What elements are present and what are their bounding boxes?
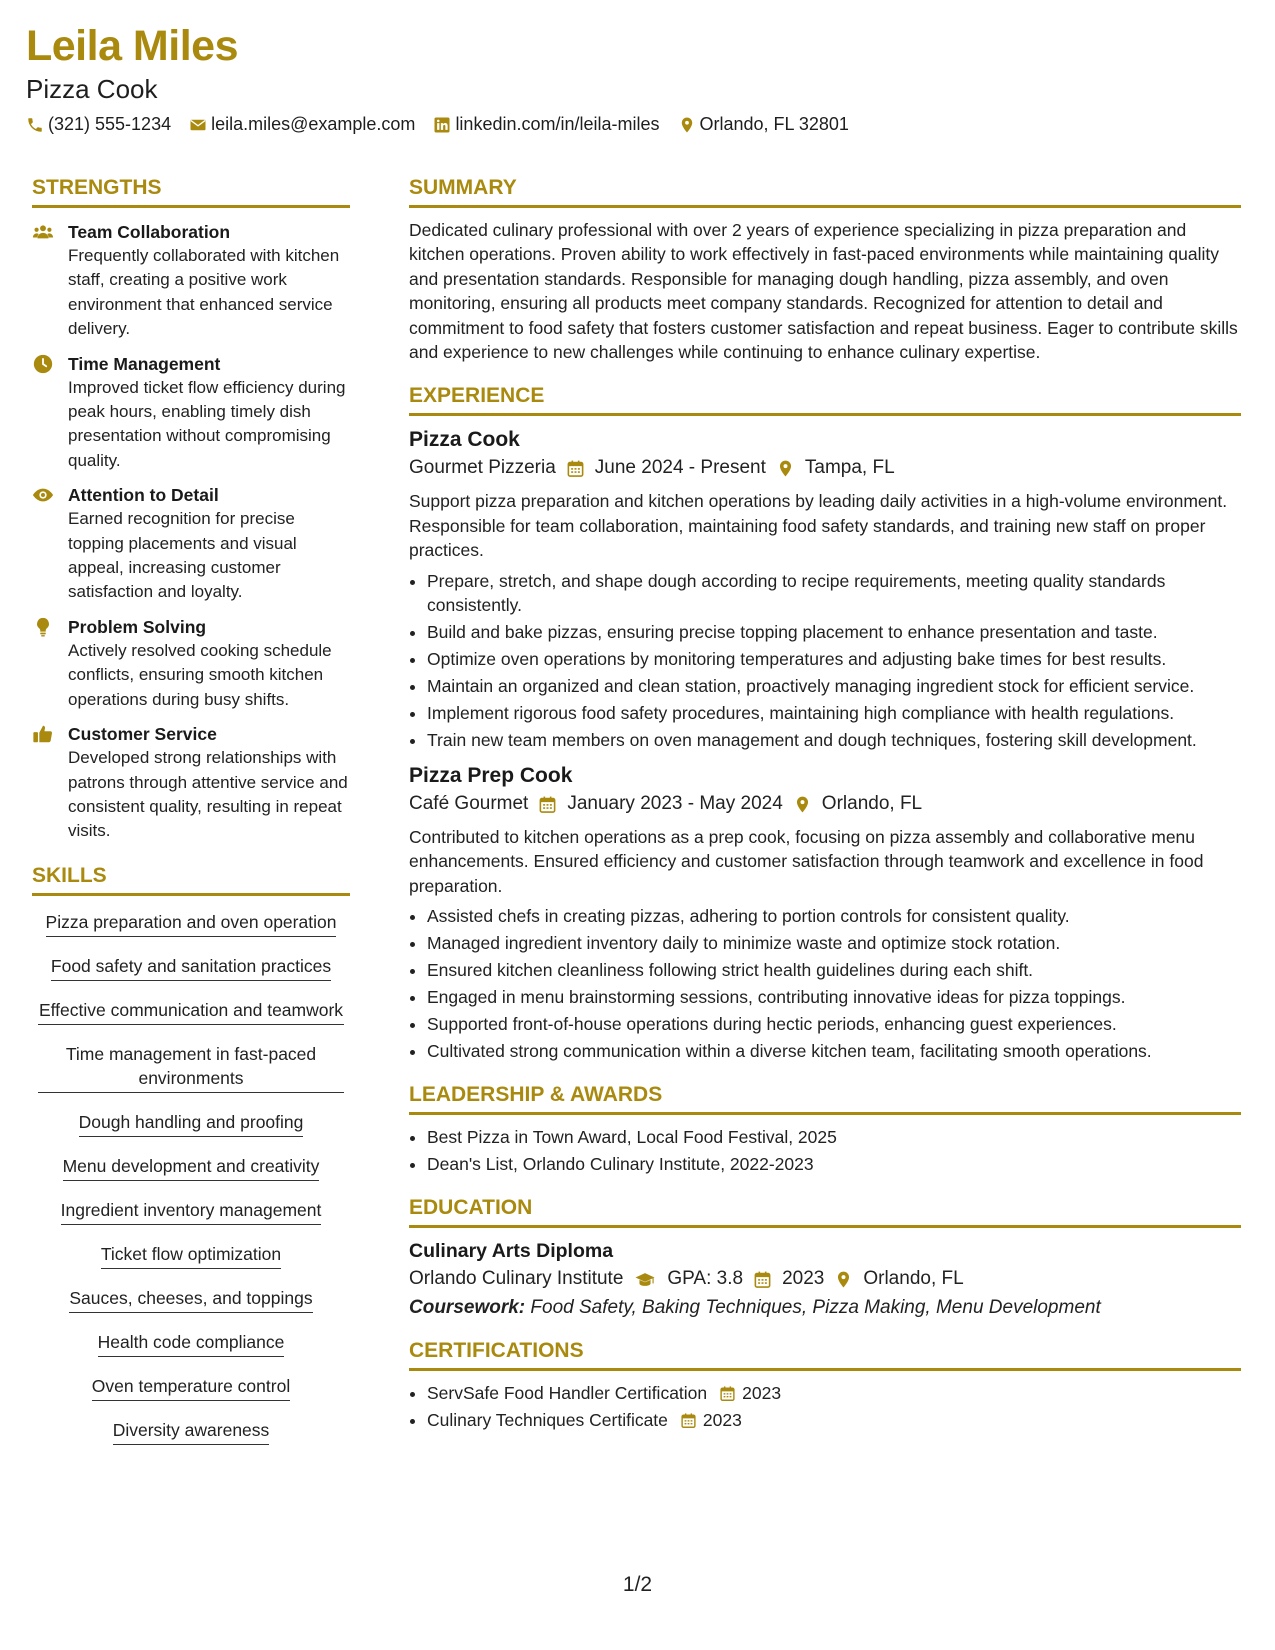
bullet-item: • Ensured kitchen cleanliness following strict health guidelines during each shift. [427, 958, 1241, 982]
award-item: • Dean's List, Orlando Culinary Institute, 2022-2023 [427, 1152, 1241, 1176]
coursework [409, 1297, 1241, 1319]
map-pin-icon [834, 1270, 853, 1289]
certifications-list [409, 1381, 1241, 1432]
job-dates: June 2024 - Present [594, 457, 766, 479]
summary-text: Dedicated culinary professional with over 2 years of experience specializing in pizza preparation and kitchen operations. Proven ability to work effectively in fast-paced environments while maintaining quality and presentation standards. Responsible for managing dough handling, pizza assembly, and oven monitoring, ensuring all products meet company standards. Recognized for attention to detail and commitment to food safety that fosters customer satisfaction and repeat business. Eager to contribute skills and experience to new challenges while continuing to enhance culinary expertise. [409, 220, 1238, 363]
experience-section [409, 384, 1241, 1063]
lightbulb-icon [32, 616, 54, 638]
strength-item [32, 352, 350, 474]
bullet-item: • Engaged in menu brainstorming sessions, contributing innovative ideas for pizza toppings. [427, 985, 1241, 1009]
skill-item: Effective communication and teamwork [38, 998, 344, 1025]
map-pin-icon [776, 459, 795, 478]
strength-title: Customer Service [68, 724, 217, 745]
certification-year: 2023 [742, 1383, 782, 1404]
strength-desc: Actively resolved cooking schedule conflicts, ensuring smooth kitchen operations during busy shifts. [68, 640, 332, 709]
skills-heading: SKILLS [32, 864, 350, 896]
strength-title: Problem Solving [68, 616, 207, 637]
contact-linkedin[interactable] [433, 114, 659, 135]
strength-title: Time Management [68, 353, 221, 374]
job-description: Contributed to kitchen operations as a prep cook, focusing on pizza assembly and collaborative menu enhancements. Ensured efficiency and customer satisfaction through teamwork and excellence in food preparation. [409, 827, 1204, 896]
contact-bar [26, 114, 849, 135]
skills-section [32, 864, 350, 1462]
left-column [32, 176, 350, 1462]
certification-year: 2023 [702, 1410, 742, 1431]
eye-icon [32, 484, 54, 506]
calendar-icon [566, 459, 585, 478]
job-meta [409, 457, 1241, 479]
job-bullets [409, 569, 1241, 752]
email-text: leila.miles@example.com [211, 114, 416, 134]
skill-item: Menu development and creativity [63, 1154, 320, 1181]
strengths-heading: STRENGTHS [32, 176, 350, 208]
linkedin-icon [433, 116, 451, 134]
bullet-item: • Prepare, stretch, and shape dough according to recipe requirements, meeting quality standards consistently. [427, 569, 1241, 618]
envelope-icon [189, 116, 207, 134]
graduation-cap-icon [633, 1270, 657, 1289]
coursework-label: Coursework: [409, 1297, 526, 1319]
strength-title: Team Collaboration [68, 222, 231, 242]
certifications-heading: CERTIFICATIONS [409, 1339, 1241, 1371]
job-location: Tampa, FL [804, 457, 895, 479]
skill-item: Ingredient inventory management [61, 1198, 322, 1225]
bullet-item: • Optimize oven operations by monitoring temperatures and adjusting bake times for best results. [427, 647, 1241, 671]
school-name: Orlando Culinary Institute [409, 1268, 624, 1290]
skill-item: Health code compliance [98, 1330, 285, 1357]
strength-title: Attention to Detail [68, 485, 219, 506]
bullet-item: • Managed ingredient inventory daily to minimize waste and optimize stock rotation. [427, 931, 1241, 955]
bullet-item: • Assisted chefs in creating pizzas, adhering to portion controls for consistent quality. [427, 904, 1241, 928]
strength-desc: Developed strong relationships with patrons through attentive service and consistent quality, resulting in repeat visits. [68, 748, 348, 841]
strength-desc: Frequently collaborated with kitchen staff, creating a positive work environment that enhanced service delivery. [68, 246, 340, 339]
contact-phone[interactable] [26, 114, 171, 135]
location-text: Orlando, FL 32801 [699, 114, 849, 134]
phone-icon [26, 116, 44, 134]
bullet-item: • Maintain an organized and clean station, proactively managing ingredient stock for efficient service. [427, 674, 1241, 698]
clock-icon [32, 353, 54, 375]
right-column [409, 176, 1241, 1435]
bullet-item: • Supported front-of-house operations during hectic periods, enhancing guest experiences. [427, 1012, 1241, 1036]
calendar-icon [719, 1385, 736, 1402]
strength-desc: Earned recognition for precise topping placements and visual appeal, increasing customer satisfaction and loyalty. [68, 509, 297, 602]
degree-title: Culinary Arts Diploma [409, 1240, 614, 1263]
experience-heading: EXPERIENCE [409, 384, 1241, 416]
bullet-item: • Train new team members on oven management and dough techniques, fostering skill development. [427, 728, 1241, 752]
education-meta [409, 1268, 1241, 1290]
certification-item [427, 1381, 1241, 1405]
leadership-section [409, 1083, 1241, 1176]
skill-item: Dough handling and proofing [79, 1110, 304, 1137]
job-company: Café Gourmet [409, 793, 529, 814]
bullet-item: • Cultivated strong communication within a diverse kitchen team, facilitating smooth operations. [427, 1039, 1241, 1063]
strength-item [32, 220, 350, 342]
job-entry [409, 428, 1241, 752]
coursework-list: Food Safety, Baking Techniques, Pizza Making, Menu Development [530, 1297, 1101, 1319]
job-location: Orlando, FL [821, 793, 923, 814]
map-pin-icon [793, 795, 812, 814]
skill-item: Food safety and sanitation practices [51, 954, 331, 981]
users-icon [32, 221, 54, 243]
school-location: Orlando, FL [863, 1268, 964, 1290]
linkedin-text: linkedin.com/in/leila-miles [455, 114, 660, 134]
summary-heading: SUMMARY [409, 176, 1241, 208]
certification-name: • Culinary Techniques Certificate [427, 1410, 668, 1431]
job-meta [409, 793, 1241, 815]
skills-list [32, 910, 350, 1462]
contact-email[interactable] [189, 114, 415, 135]
page-number: 1/2 [622, 1573, 653, 1596]
candidate-name: Leila Miles [26, 22, 238, 70]
certification-item [427, 1408, 1241, 1432]
strength-item [32, 483, 350, 605]
certifications-section [409, 1339, 1241, 1432]
bullet-item: • Implement rigorous food safety procedures, maintaining high compliance with health regulations. [427, 701, 1241, 725]
strength-item [32, 722, 350, 844]
skill-item: Oven temperature control [92, 1374, 290, 1401]
map-pin-icon [678, 116, 696, 134]
job-dates: January 2023 - May 2024 [567, 793, 783, 814]
gpa-text: GPA: 3.8 [667, 1268, 744, 1290]
strength-desc: Improved ticket flow efficiency during peak hours, enabling timely dish presentation without compromising quality. [68, 377, 346, 470]
leadership-heading: LEADERSHIP & AWARDS [409, 1083, 1241, 1115]
phone-text: (321) 555-1234 [48, 114, 172, 134]
job-bullets [409, 904, 1241, 1063]
calendar-icon [538, 795, 557, 814]
candidate-role: Pizza Cook [26, 74, 158, 104]
job-description: Support pizza preparation and kitchen operations by leading daily activities in a high-volume environment. Responsible for team collaboration, maintaining food safety standards, and training new staff on proper practices. [409, 491, 1228, 561]
calendar-icon [680, 1412, 697, 1429]
skill-item: Time management in fast-paced environments [38, 1042, 344, 1093]
leadership-list [409, 1125, 1241, 1176]
education-heading: EDUCATION [409, 1196, 1241, 1228]
education-section [409, 1196, 1241, 1319]
skill-item: Sauces, cheeses, and toppings [69, 1286, 312, 1313]
thumbs-up-icon [32, 723, 54, 745]
certification-name: • ServSafe Food Handler Certification [427, 1383, 708, 1404]
job-entry [409, 764, 1241, 1063]
skill-item: Ticket flow optimization [101, 1242, 281, 1269]
job-title: Pizza Cook [409, 428, 520, 452]
strength-item [32, 615, 350, 712]
skill-item: Pizza preparation and oven operation [46, 910, 337, 937]
award-item: • Best Pizza in Town Award, Local Food Festival, 2025 [427, 1125, 1241, 1149]
bullet-item: • Build and bake pizzas, ensuring precise topping placement to enhance presentation and taste. [427, 620, 1241, 644]
job-company: Gourmet Pizzeria [409, 457, 556, 479]
skill-item: Diversity awareness [113, 1418, 270, 1445]
calendar-icon [753, 1270, 772, 1289]
contact-location [678, 114, 849, 135]
graduation-year: 2023 [782, 1268, 825, 1290]
job-title: Pizza Prep Cook [409, 764, 573, 787]
